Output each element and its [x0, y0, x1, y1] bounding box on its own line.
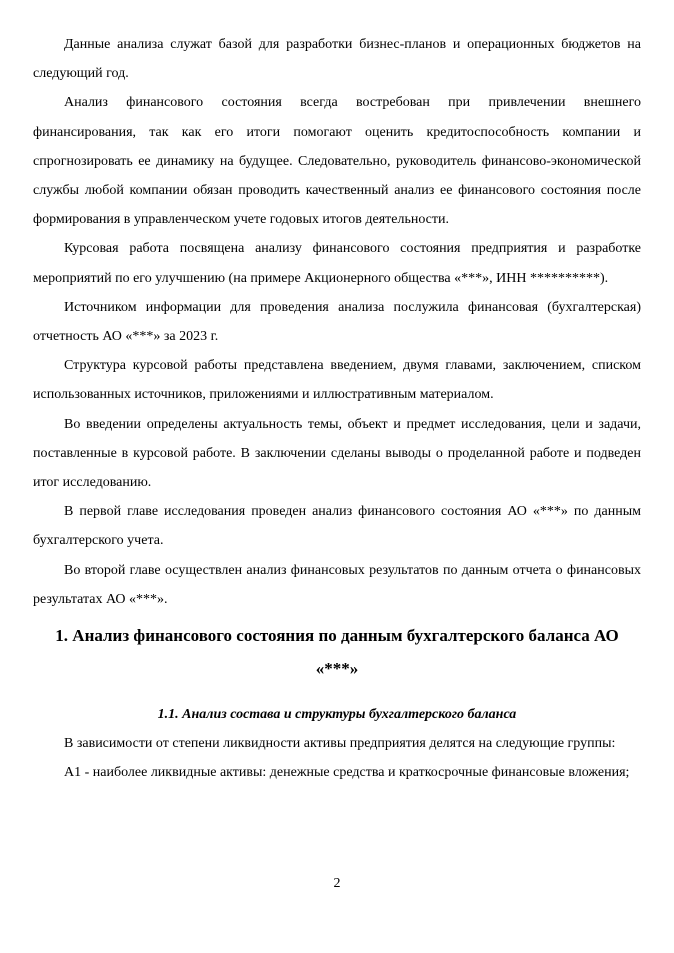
- intro-paragraph-3: Курсовая работа посвящена анализу финансового состояния предприятия и разработке мероприятий по его улучшению (на примере Акционерного общества «***», ИНН **********).: [33, 241, 641, 286]
- intro-paragraph-7: В первой главе исследования проведен анализ финансового состояния АО «***» по данным бухгалтерского учета.: [33, 504, 641, 549]
- intro-paragraph-2: Анализ финансового состояния всегда востребован при привлечении внешнего финансирования, так как его итоги помогают оценить кредитоспособность компании и спрогнозировать ее динамику на будущее. Следовательно, руководитель финансово-экономической службы любой компании обязан проводить качественный анализ ее финансового состояния после формирования в управленческом учете годовых итогов деятельности.: [33, 95, 641, 228]
- intro-paragraph-8: Во второй главе осуществлен анализ финансовых результатов по данным отчета о финансовых результатах АО «***».: [33, 562, 641, 607]
- intro-paragraph-6: Во введении определены актуальность темы, объект и предмет исследования, цели и задачи, поставленные в курсовой работе. В заключении сделаны выводы о проделанной работе и подведен итог исследованию.: [33, 416, 641, 491]
- page-body: [33, 30, 641, 787]
- section-title: 1.1. Анализ состава и структуры бухгалтерского баланса: [157, 707, 517, 723]
- page-number: 2: [333, 876, 341, 891]
- intro-paragraph-5: Структура курсовой работы представлена введением, двумя главами, заключением, списком использованных источников, приложениями и иллюстративным материалом.: [33, 358, 641, 403]
- chapter-title: 1. Анализ финансового состояния по данным бухгалтерского баланса АО «***»: [55, 626, 619, 679]
- section-paragraph-1: В зависимости от степени ликвидности активы предприятия делятся на следующие группы:: [64, 736, 616, 752]
- intro-paragraph-4: Источником информации для проведения анализа послужила финансовая (бухгалтерская) отчетность АО «***» за 2023 г.: [33, 299, 641, 345]
- section-paragraph-2: А1 - наиболее ликвидные активы: денежные средства и краткосрочные финансовые вложения;: [64, 765, 630, 781]
- intro-paragraph-1: Данные анализа служат базой для разработки бизнес-планов и операционных бюджетов на следующий год.: [33, 37, 641, 82]
